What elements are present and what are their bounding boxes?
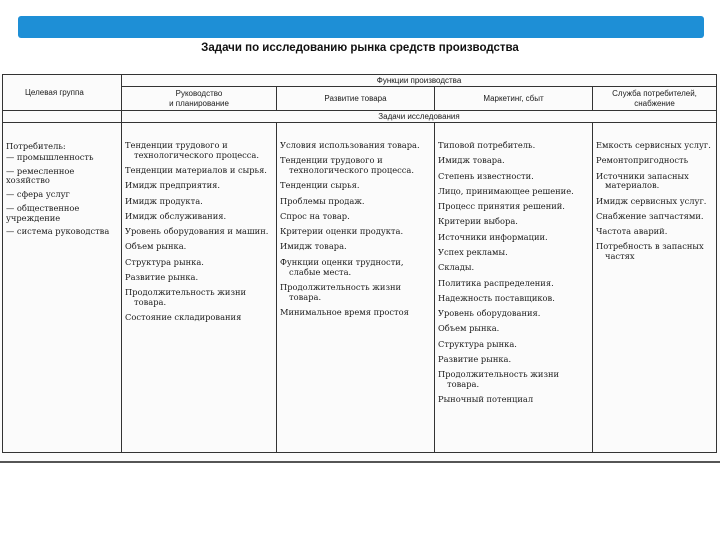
research-task-item: Источники информации. bbox=[438, 231, 548, 242]
research-task-item: Типовой потребитель. bbox=[438, 140, 536, 150]
research-task-item: Политика распределения. bbox=[438, 277, 554, 288]
research-task-item: Условия использования товара. bbox=[280, 140, 420, 150]
research-task-item: Успех рекламы. bbox=[438, 246, 508, 257]
research-task-item: Состояние складирования bbox=[125, 312, 242, 323]
research-task-item: Снабжение запчастями. bbox=[596, 210, 704, 221]
research-task-item: Функции оценки трудности, слабые места. bbox=[280, 256, 404, 277]
header-column-management: Руководство и планирование bbox=[122, 87, 277, 111]
research-task-item: Тенденции трудового и технологического процесса. bbox=[125, 140, 260, 160]
research-task-item: Тенденции материалов и сырья. bbox=[125, 165, 267, 176]
header-research-tasks: Задачи исследования bbox=[122, 111, 717, 123]
research-task-item: Уровень оборудования. bbox=[438, 308, 541, 319]
header-column-product-development: Развитие товара bbox=[277, 87, 435, 111]
research-task-item: Частота аварий. bbox=[596, 226, 668, 237]
research-task-item: Объем рынка. bbox=[125, 241, 187, 252]
research-task-item: Развитие рынка. bbox=[438, 353, 512, 364]
consumer-segments-cell bbox=[3, 123, 122, 453]
research-task-item: Продолжительность жизни товара. bbox=[438, 369, 560, 389]
consumer-segment: — общественное учреждение bbox=[6, 202, 80, 223]
consumer-segment: — промышленность bbox=[6, 151, 94, 162]
marketing-tasks-cell bbox=[435, 123, 593, 453]
research-task-item: Минимальное время простоя bbox=[280, 306, 409, 317]
research-task-item: Надежность поставщиков. bbox=[438, 292, 555, 303]
scan-bottom-edge bbox=[0, 461, 720, 463]
research-task-item: Продолжительность жизни товара. bbox=[125, 287, 247, 308]
research-task-item: Имидж товара. bbox=[438, 155, 505, 166]
research-task-item: Лицо, принимающее решение. bbox=[438, 185, 574, 196]
research-task-item: Уровень оборудования и машин. bbox=[125, 226, 269, 237]
research-task-item: Потребность в запасных частях bbox=[596, 241, 704, 262]
research-task-item: Емкость сервисных услуг. bbox=[596, 140, 711, 150]
research-task-item: Имидж продукта. bbox=[125, 195, 203, 206]
management-tasks-cell bbox=[122, 123, 277, 453]
research-task-item: Тенденции трудового и технологического процесса. bbox=[280, 155, 415, 176]
consumer-segment: — система руководства bbox=[6, 226, 110, 237]
research-task-item: Проблемы продаж. bbox=[280, 195, 365, 206]
research-task-item: Имидж предприятия. bbox=[125, 180, 221, 191]
consumer-segment: — сфера услуг bbox=[6, 189, 70, 200]
research-task-item: Критерии оценки продукта. bbox=[280, 226, 404, 237]
research-task-item: Тенденции сырья. bbox=[280, 180, 360, 191]
consumer-segment: — ремесленное хозяйство bbox=[6, 165, 75, 186]
research-task-item: Критерии выбора. bbox=[438, 216, 518, 227]
header-spacer bbox=[3, 111, 122, 123]
research-task-item: Склады. bbox=[438, 262, 475, 273]
research-task-item: Объем рынка. bbox=[438, 323, 500, 334]
header-target-group: Целевая группа bbox=[3, 75, 122, 111]
research-task-item: Спрос на товар. bbox=[280, 210, 350, 221]
header-column-marketing: Маркетинг, сбыт bbox=[435, 87, 593, 111]
research-task-item: Степень известности. bbox=[438, 170, 534, 181]
research-task-item: Имидж товара. bbox=[280, 241, 347, 252]
research-task-item: Развитие рынка. bbox=[125, 272, 199, 283]
top-accent-bar bbox=[18, 16, 704, 38]
page-title: Задачи по исследованию рынка средств производства bbox=[201, 42, 519, 54]
product-development-tasks-cell bbox=[277, 123, 435, 453]
service-tasks-cell bbox=[593, 123, 717, 453]
header-functions: Функции производства bbox=[122, 75, 717, 87]
research-task-item: Источники запасных материалов. bbox=[596, 170, 689, 191]
research-task-item: Продолжительность жизни товара. bbox=[280, 281, 402, 302]
research-task-item: Процесс принятия решений. bbox=[438, 201, 565, 212]
consumer-label: Потребитель: bbox=[6, 141, 66, 151]
research-task-item: Имидж обслуживания. bbox=[125, 210, 227, 221]
research-task-item: Рыночный потенциал bbox=[438, 394, 534, 405]
research-task-item: Имидж сервисных услуг. bbox=[596, 195, 707, 206]
research-tasks-table bbox=[2, 74, 717, 453]
research-task-item: Ремонтопригодность bbox=[596, 155, 689, 166]
research-task-item: Структура рынка. bbox=[438, 338, 517, 349]
research-task-item: Структура рынка. bbox=[125, 256, 204, 267]
header-column-service: Служба потребителей, снабжение bbox=[593, 87, 717, 111]
